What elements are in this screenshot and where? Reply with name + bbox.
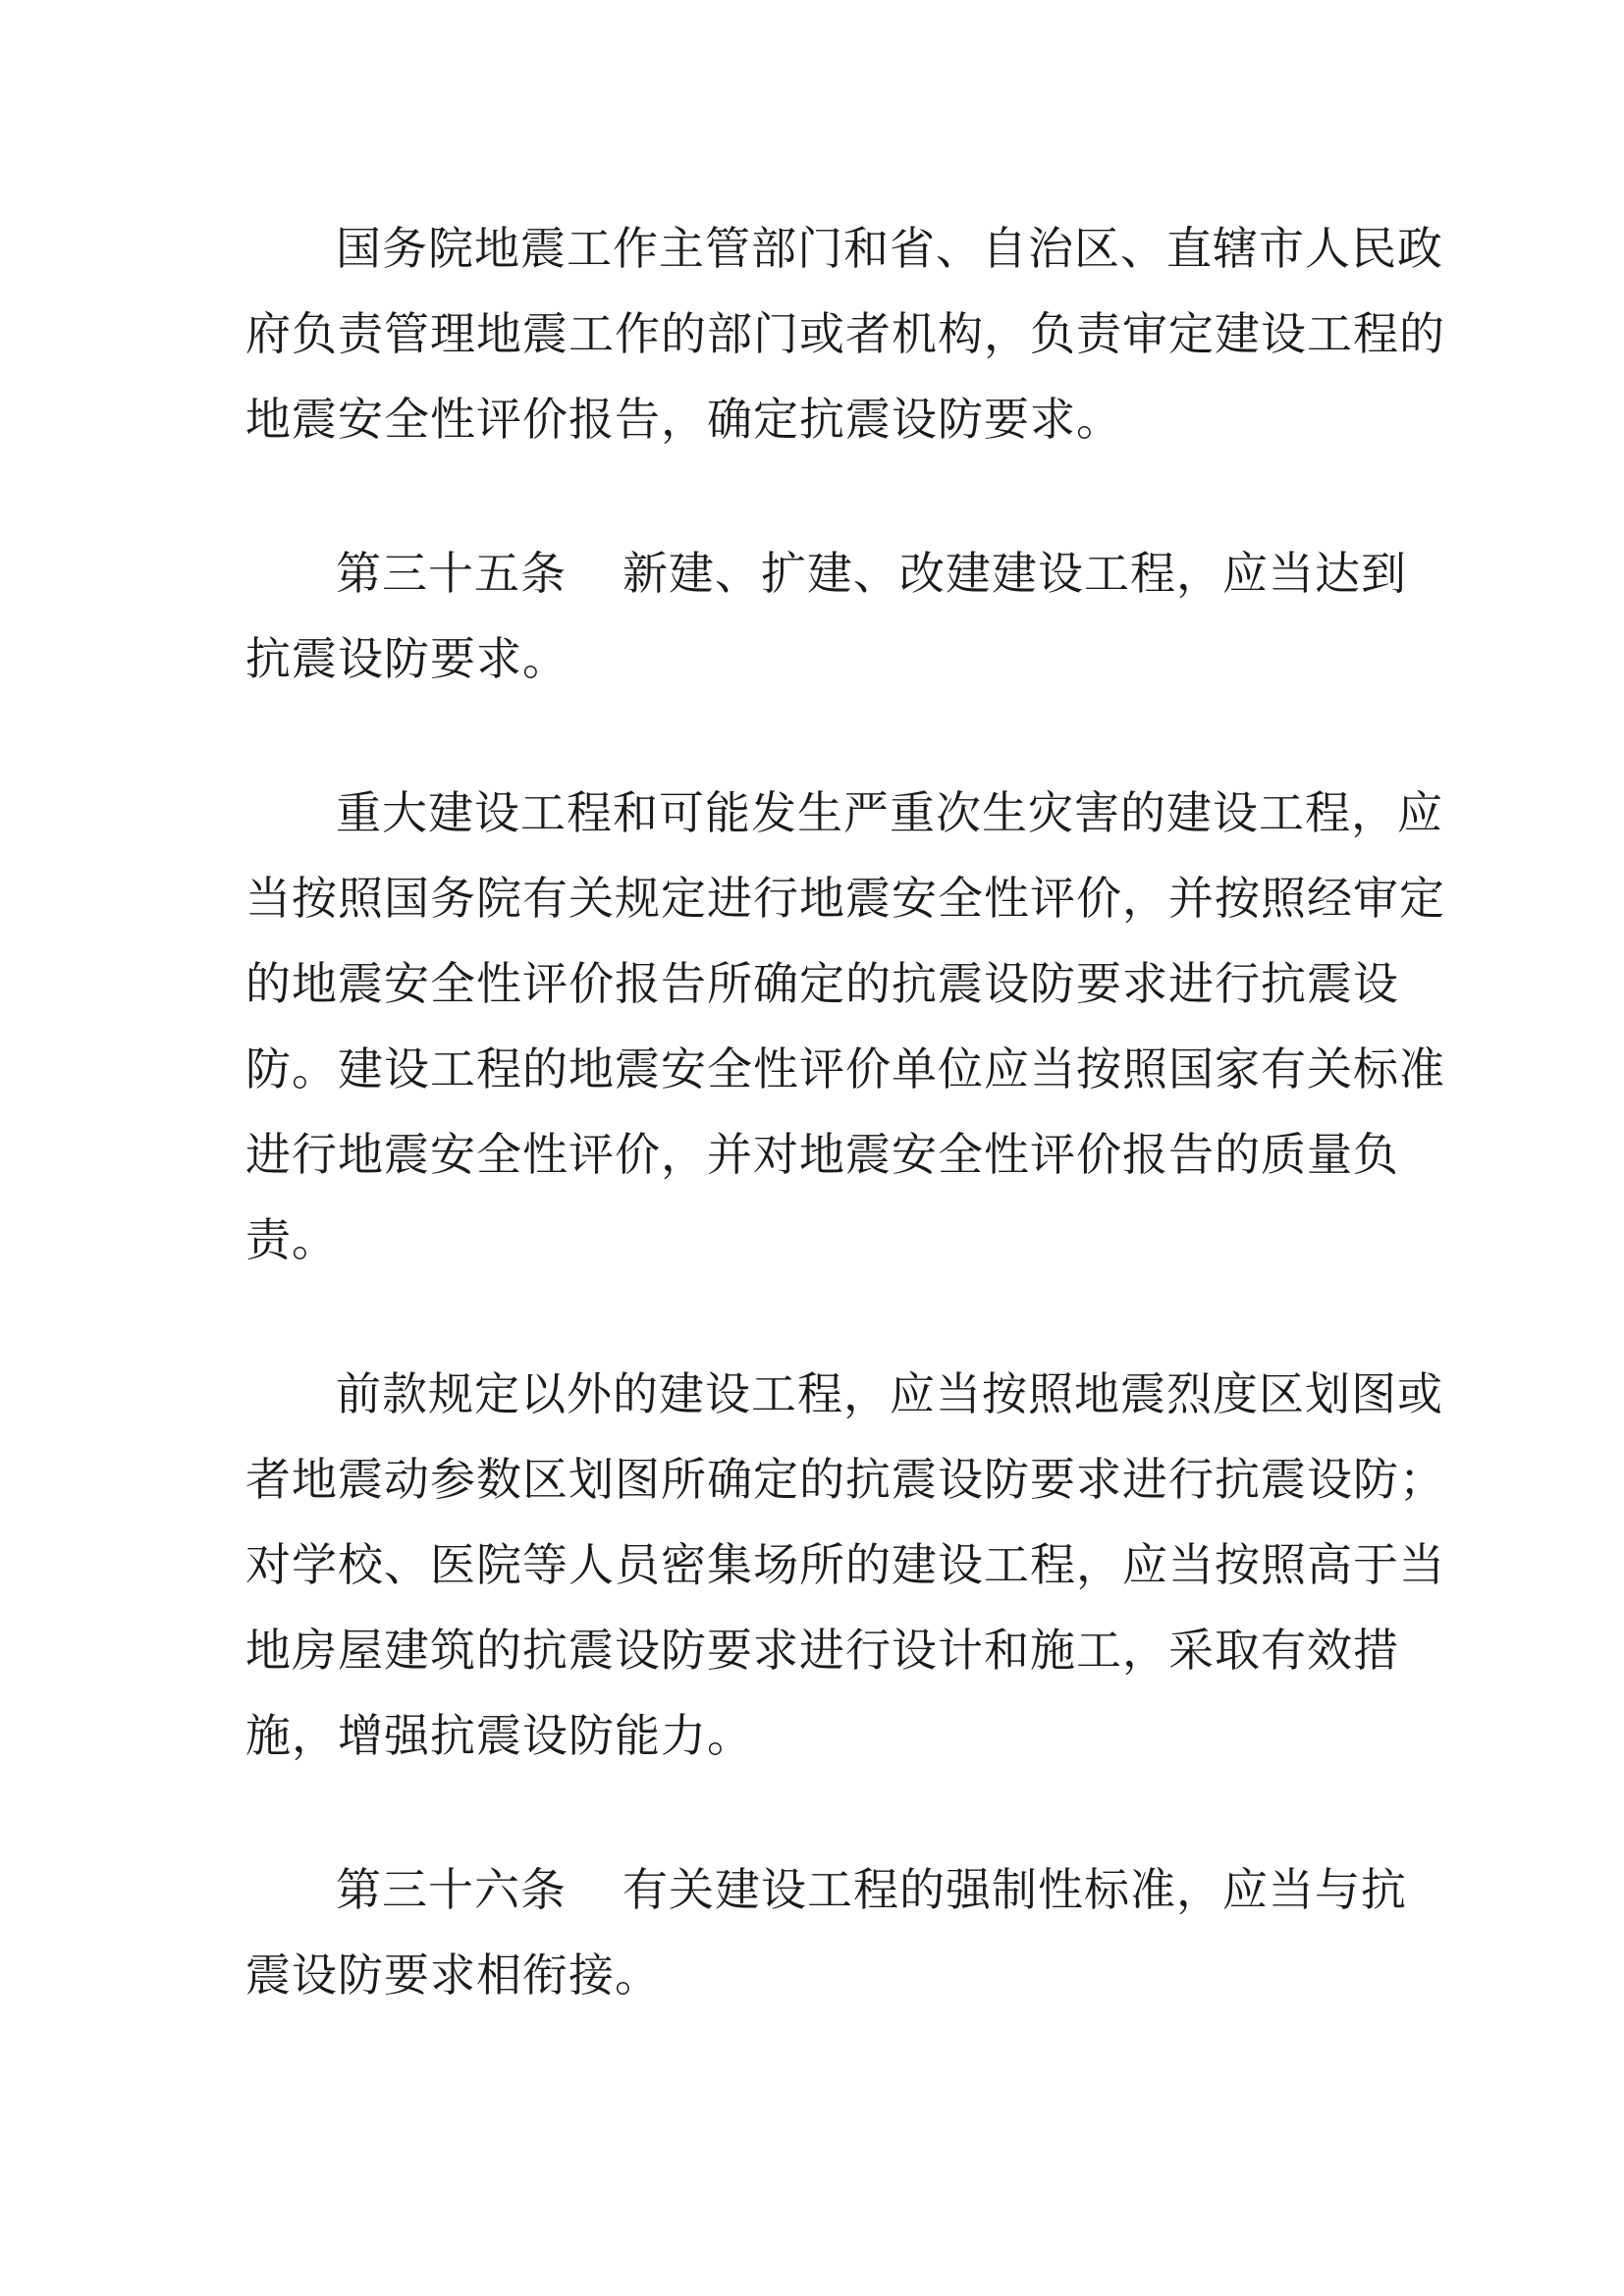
paragraph-line: 的地震安全性评价报告所确定的抗震设防要求进行抗震设	[245, 957, 1399, 1010]
paragraph-line: 重大建设工程和可能发生严重次生灾害的建设工程，应	[336, 786, 1443, 839]
article-text: 有关建设工程的强制性标准，应当与抗	[623, 1863, 1407, 1916]
paragraph-line: 对学校、医院等人员密集场所的建设工程，应当按照高于当	[245, 1538, 1445, 1591]
article-number: 第三十五条	[336, 547, 567, 600]
paragraph-line: 施，增强抗震设防能力。	[245, 1709, 753, 1762]
document-page	[245, 206, 1445, 2087]
paragraph-review-authority	[245, 206, 1445, 462]
paragraph-line: 当按照国务院有关规定进行地震安全性评价，并按照经审定	[245, 872, 1445, 925]
paragraph-line: 前款规定以外的建设工程，应当按照地震烈度区划图或	[336, 1367, 1443, 1420]
paragraph-line: 抗震设防要求。	[245, 632, 568, 685]
paragraph-major-projects	[245, 771, 1445, 1283]
article-number: 第三十六条	[336, 1863, 567, 1916]
paragraph-line: 府负责管理地震工作的部门或者机构，负责审定建设工程的	[245, 307, 1445, 360]
paragraph-other-projects	[245, 1352, 1445, 1779]
article-first-line	[245, 531, 1407, 616]
paragraph-line: 防。建设工程的地震安全性评价单位应当按照国家有关标准	[245, 1042, 1445, 1095]
paragraph-line: 责。	[245, 1213, 338, 1266]
paragraph-line: 震设防要求相衔接。	[245, 1949, 661, 2002]
paragraph-line: 国务院地震工作主管部门和省、自治区、直辖市人民政	[336, 222, 1443, 275]
article-36	[245, 1847, 1407, 2018]
paragraph-line: 地房屋建筑的抗震设防要求进行设计和施工，采取有效措	[245, 1624, 1399, 1677]
article-text: 新建、扩建、改建建设工程，应当达到	[623, 547, 1407, 600]
article-first-line	[245, 1847, 1407, 1933]
paragraph-line: 者地震动参数区划图所确定的抗震设防要求进行抗震设防；	[245, 1453, 1445, 1506]
paragraph-line: 进行地震安全性评价，并对地震安全性评价报告的质量负	[245, 1128, 1399, 1181]
article-35	[245, 531, 1407, 702]
paragraph-line: 地震安全性评价报告，确定抗震设防要求。	[245, 393, 1122, 446]
